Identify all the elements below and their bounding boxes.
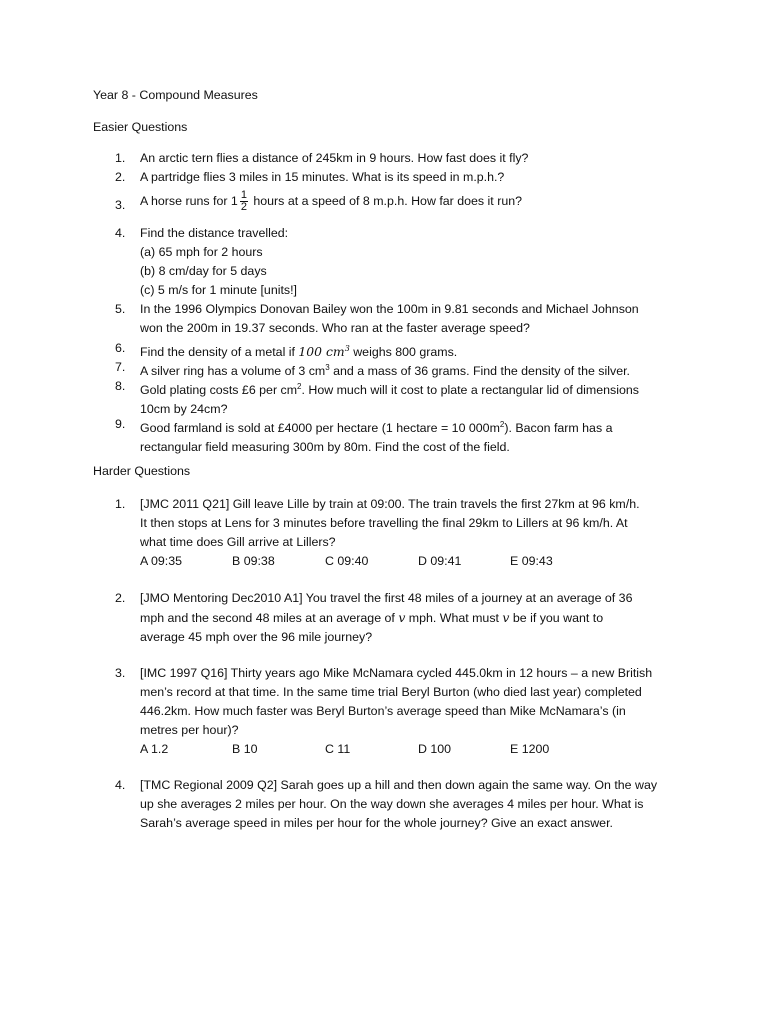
choice-a: A 09:35: [140, 554, 183, 568]
easier-heading: Easier Questions: [93, 120, 188, 134]
choice-a: A 1.2: [140, 742, 169, 756]
easier-question-3: 3. A horse runs for 1 $\frac{1}{2}$ hours at a speed of 8 m.p.h. How far does it run?: [115, 189, 522, 213]
choice-b: B 09:38: [232, 554, 275, 568]
worksheet-page: Year 8 - Compound Measures Easier Questions 1. An arctic tern flies a distance of 245km in 9 hours. How fast does it fly? 2. A partridge flies 3 miles in 15 minutes. What is its speed in m.p.h.? 3. A horse runs for 1 $\frac{1}{2}$ hours at a speed of 8 m.p.h. How far does it run? 4. Find the distance travelled: (a) 65 mph for 2 hours (b) 8 cm/day for 5 days (c) 5 m/s for 1 minute [units!] 5. In the 1996 Olympics Donovan Bailey won the 100m in 9.81 seconds and Michael Johnson won the 200m in 19.37 seconds. Who ran at the faster average speed? 6. Find the density of a metal if 100 $cm^3$ weighs 800 grams. 7. A silver ring has a volume of 3 $cm^3$ and a mass of 36 grams. Find the density of the silver. 8. Gold plating costs £6 per $cm^2$. How much will it cost to plate a rectangular lid of dimensions 10cm by 24cm? 9. Good farmland is sold at £4000 per hectare (1 hectare = 10 $000m^2$). Bacon farm has a rectangular field measuring 300m by 80m. Find the cost of the field. Harder Questions 1. [JMC 2011 Q21] Gill leave Lille by train at 09:00. The train travels the first 27km at 96 km/h. It then stops at Lens for 3 minutes before travelling the final 29km to Lillers at 96 km/h. At what time does Gill arrive at Lillers? A 09:35 B 09:38 C 09:40 D 09:41 E 09:43 2. [JMO Mentoring Dec2010 A1] You travel the first 48 miles of a journey at an average of 36 mph and the second 48 miles at an average of v mph. What must v be if you want to average 45 mph over the 96 mile journey? 3. [IMC 1997 Q16] Thirty years ago Mike McNamara cycled 445.0km in 12 hours – a new British men’s record at that time. In the same time trial Beryl Burton (who died last year) completed 446.2km. How much faster was Beryl Burton’s average speed than Mike McNamara’s (in metres per hour)? A 1.2 B 10 C 11 D 100 E 1200 4. [TMC Regional 2009 Q2] Sarah goes up a hill and then down again the same way. On the way up she averages 2 miles per hour. On the way down she averages 4 miles per hour. What is Sarah’s average speed in miles per hour for the whole journey? Give an exact answer.: [0, 0, 768, 1024]
harder-heading: Harder Questions: [93, 464, 191, 478]
choice-e: E 1200: [510, 742, 550, 756]
choice-e: E 09:43: [510, 554, 553, 568]
page-title: Year 8 - Compound Measures: [93, 88, 258, 102]
choice-b: B 10: [232, 742, 258, 756]
choice-d: D 100: [418, 742, 452, 756]
choice-c: C 09:40: [325, 554, 369, 568]
choice-d: D 09:41: [418, 554, 462, 568]
choice-c: C 11: [325, 742, 351, 756]
fraction-one-half: $\frac{1}{2}$: [240, 189, 247, 213]
